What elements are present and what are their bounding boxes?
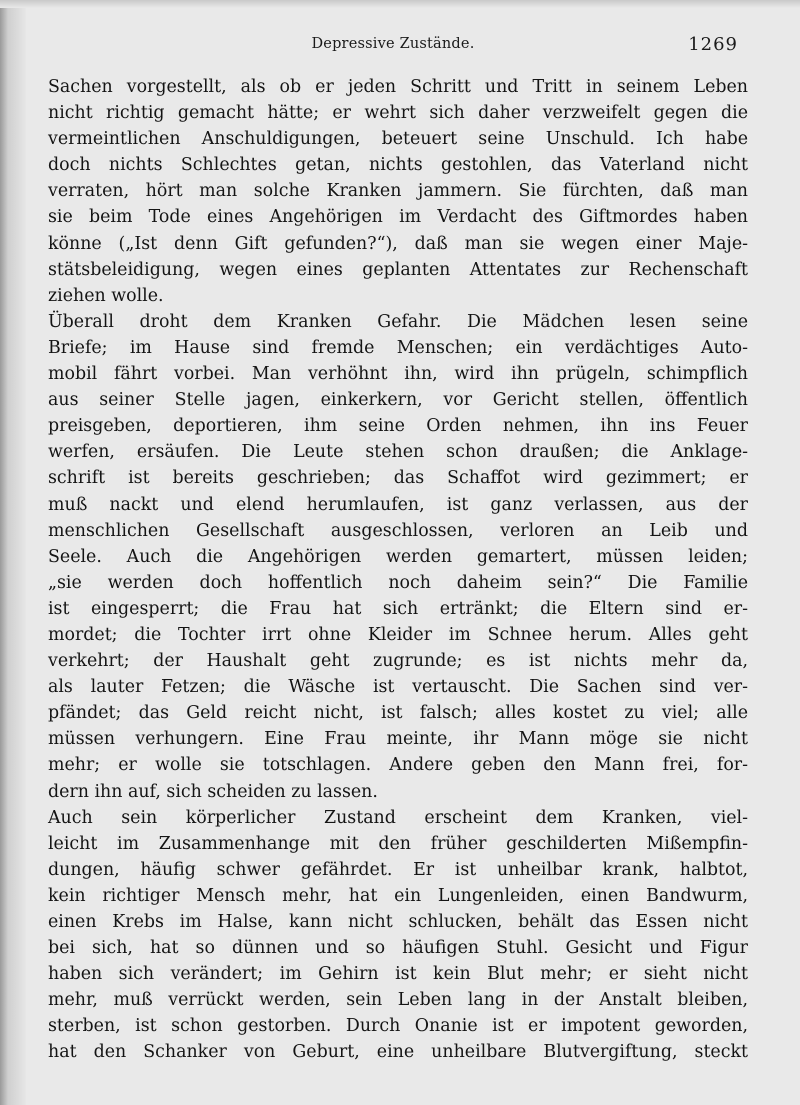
- text-line: könne („Ist denn Gift gefunden?“), daß man sie wegen einer Maje-: [48, 233, 748, 254]
- text-line: kein richtiger Mensch mehr, hat ein Lungenleiden, einen Bandwurm,: [48, 885, 748, 906]
- text-line: preisgeben, deportieren, ihm seine Orden nehmen, ihn ins Feuer: [48, 416, 748, 437]
- text-line: sterben, ist schon gestorben. Durch Onanie ist er impotent geworden,: [48, 1016, 748, 1037]
- text-line: mehr, muß verrückt werden, sein Leben lang in der Anstalt bleiben,: [48, 990, 748, 1011]
- text-line: dungen, häufig schwer gefährdet. Er ist unheilbar krank, halbtot,: [48, 859, 748, 880]
- text-line: nicht richtig gemacht hätte; er wehrt sich daher verzweifelt gegen die: [48, 103, 748, 124]
- text-line: doch nichts Schlechtes getan, nichts gestohlen, das Vaterland nicht: [48, 155, 748, 176]
- text-line: vermeintlichen Anschuldigungen, beteuert seine Unschuld. Ich habe: [48, 129, 748, 150]
- page-number: 1269: [688, 34, 738, 55]
- text-line: aus seiner Stelle jagen, einkerkern, vor Gericht stellen, öffentlich: [48, 390, 748, 411]
- text-line: müssen verhungern. Eine Frau meinte, ihr Mann möge sie nicht: [48, 729, 748, 750]
- text-line: mobil fährt vorbei. Man verhöhnt ihn, wird ihn prügeln, schimpflich: [48, 364, 748, 385]
- text-line: einen Krebs im Halse, kann nicht schlucken, behält das Essen nicht: [48, 912, 748, 932]
- text-line: mehr; er wolle sie totschlagen. Andere geben den Mann frei, for-: [48, 755, 748, 776]
- text-line: als lauter Fetzen; die Wäsche ist vertauscht. Die Sachen sind ver-: [48, 677, 748, 698]
- text-line: schrift ist bereits geschrieben; das Schaffot wird gezimmert; er: [48, 468, 748, 489]
- running-title: Depressive Zustände.: [311, 36, 475, 52]
- text-line: verkehrt; der Haushalt geht zugrunde; es ist nichts mehr da,: [48, 651, 748, 672]
- text-line: menschlichen Gesellschaft ausgeschlossen, verloren an Leib und: [48, 520, 748, 541]
- text-line: mordet; die Tochter irrt ohne Kleider im Schnee herum. Alles geht: [48, 624, 748, 645]
- text-line: Seele. Auch die Angehörigen werden gemartert, müssen leiden;: [48, 546, 748, 567]
- text-line: Auch sein körperlicher Zustand erscheint dem Kranken, viel-: [48, 807, 748, 828]
- text-line: bei sich, hat so dünnen und so häufigen Stuhl. Gesicht und Figur: [48, 938, 748, 959]
- text-line: haben sich verändert; im Gehirn ist kein Blut mehr; er sieht nicht: [48, 964, 748, 985]
- text-line: Briefe; im Hause sind fremde Menschen; ein verdächtiges Auto-: [48, 337, 748, 358]
- text-line: ist eingesperrt; die Frau hat sich ertränkt; die Eltern sind er-: [48, 598, 748, 619]
- text-line: Sachen vorgestellt, als ob er jeden Schritt und Tritt in seinem Leben: [48, 77, 748, 97]
- text-line: ziehen wolle.: [48, 285, 164, 306]
- body-text: [48, 74, 748, 1066]
- text-line: werfen, ersäufen. Die Leute stehen schon draußen; die Anklage-: [48, 442, 748, 463]
- text-line: stätsbeleidigung, wegen eines geplanten Attentates zur Rechenschaft: [48, 259, 748, 280]
- text-line: verraten, hört man solche Kranken jammern. Sie fürchten, daß man: [48, 181, 748, 202]
- text-line: pfändet; das Geld reicht nicht, ist falsch; alles kostet zu viel; alle: [48, 703, 748, 724]
- text-line: „sie werden doch hoffentlich noch daheim sein?“ Die Familie: [48, 572, 748, 593]
- page-gutter-shadow: [0, 0, 26, 1105]
- text-line: hat den Schanker von Geburt, eine unheilbare Blutvergiftung, steckt: [48, 1042, 748, 1063]
- text-line: dern ihn auf, sich scheiden zu lassen.: [48, 781, 378, 802]
- text-line: leicht im Zusammenhange mit den früher geschilderten Mißempfin-: [48, 833, 748, 854]
- text-line: sie beim Tode eines Angehörigen im Verdacht des Giftmordes haben: [48, 207, 748, 228]
- page-header: [46, 34, 740, 58]
- text-line: Überall droht dem Kranken Gefahr. Die Mädchen lesen seine: [48, 311, 748, 332]
- text-line: muß nackt und elend herumlaufen, ist ganz verlassen, aus der: [48, 494, 748, 515]
- page-top-shadow: [0, 0, 800, 8]
